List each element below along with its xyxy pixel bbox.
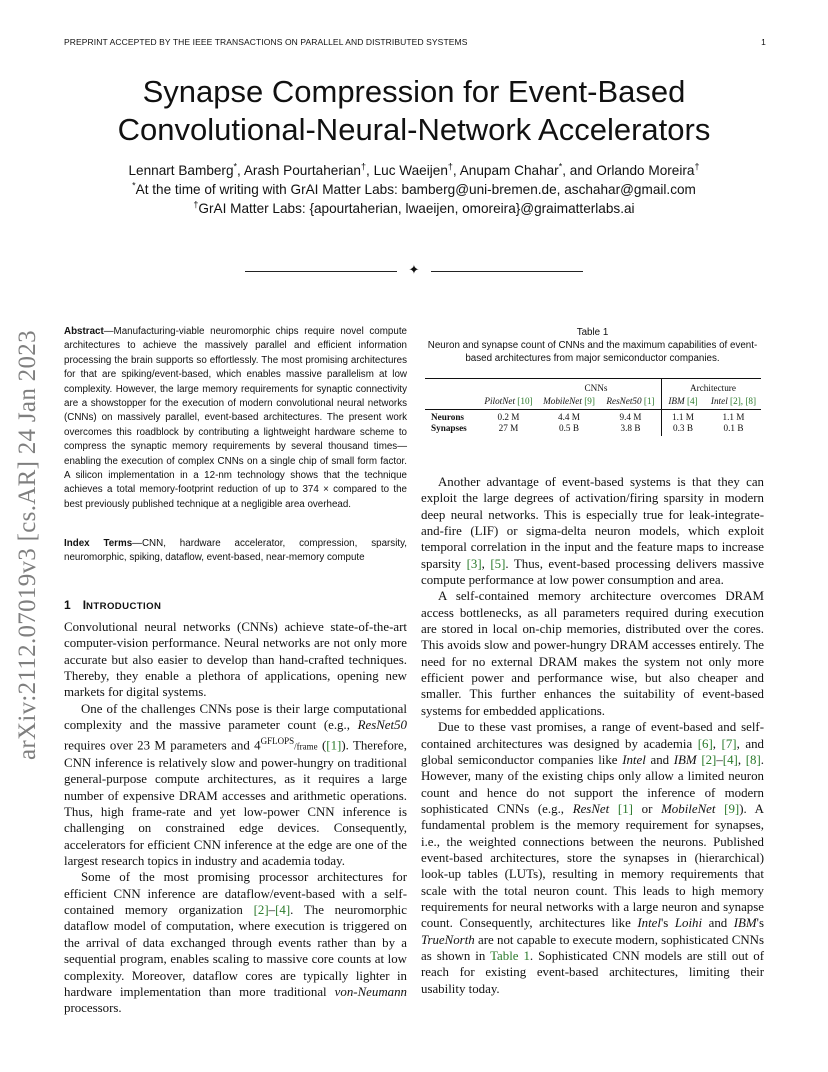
table-cell: 9.4 M	[619, 412, 642, 422]
chip-name: Loihi	[674, 916, 703, 931]
row-label: Synapses	[431, 423, 467, 433]
paragraph: Convolutional neural networks (CNNs) achieve state-of-the-art computer-vision performance. Neural networks are not only more accurate but also easier to develop than hand-crafted techniques. Thereby, they enable a plethora of applications, opening new markets for digital systems.	[64, 620, 407, 700]
column-header	[538, 396, 600, 406]
table-header-rule	[425, 409, 761, 410]
table-cell: 1.1 M	[722, 412, 745, 422]
unit-sup: GFLOPS	[260, 736, 295, 747]
model-name: MobileNet	[661, 801, 716, 816]
section-title-first: I	[82, 598, 87, 612]
affiliation-text: GrAI Matter Labs: {apourtaherian, lwaeijen, omoreira}@graimatterlabs.ai	[198, 201, 635, 216]
arxiv-stamp-text: arXiv:2112.07019v3 [cs.AR] 24 Jan 2023	[14, 330, 41, 760]
author-name: Anupam Chahar	[459, 163, 559, 178]
company-name: IBM	[673, 752, 697, 767]
citation-link[interactable]: [7]	[721, 736, 737, 751]
author-name: and Orlando Moreira	[569, 163, 695, 178]
text-run: 's	[756, 916, 764, 931]
left-column-body	[64, 619, 407, 1017]
table-top-rule	[425, 378, 761, 379]
abstract	[64, 325, 407, 512]
citation-link[interactable]: [1]	[617, 801, 633, 816]
running-title: PREPRINT ACCEPTED BY THE IEEE TRANSACTIONS ON PARALLEL AND DISTRIBUTED SYSTEMS	[64, 37, 468, 47]
citation-link[interactable]: [9]	[724, 801, 740, 816]
chip-name: TrueNorth	[421, 932, 475, 947]
abstract-text: —Manufacturing-viable neuromorphic chips require novel compute architectures to achieve the massively parallel and efficient information processing the brain supports so effortlessly. The most promising architectures for that are spiking/event-based, which enables massive parallelism at low complexity. However, the large memory requirements for synaptic connectivity are a showstopper for the execution of modern convolutional neural networks (CNNs) on massively parallel, event-based architectures. The present work overcomes this roadblock by contributing a lightweight hardware scheme to compress the synaptic memory requirements by several thousand times—enabling the execution of complex CNNs on a single chip of small form factor. A silicon implementation in a 12-nm technology shows that the technique achieves a total memory-footprint reduction of up to 374 × compared to the best previously published technique at a negligible area overhead.	[64, 326, 407, 510]
table-caption-text: Neuron and synapse count of CNNs and the maximum capabilities of event-based architectures from major semiconductor companies.	[427, 340, 758, 364]
unit-sub: /frame	[294, 741, 318, 752]
text-run: . Thus, event-based processing delivers massive compute performance at low power consumption and area.	[421, 556, 764, 588]
affiliation-text: At the time of writing with GrAI Matter Labs: bamberg@uni-bremen.de, aschahar@gmail.com	[135, 182, 696, 197]
index-terms	[64, 537, 407, 566]
title-divider	[245, 264, 583, 280]
citation-link[interactable]: [4]	[275, 903, 291, 918]
text-run: One of the challenges CNNs pose is their large computational complexity and the massive parameter count (e.g.,	[64, 701, 407, 733]
text-run: 's	[660, 916, 669, 931]
divider-ornament-icon: ✦	[408, 262, 420, 277]
table-cell: 0.3 B	[673, 423, 693, 433]
text-run: . However, many of the existing chips only allow a limited neuron count and hence do not support the inference of modern sophisticated CNNs (e.g.,	[421, 752, 764, 816]
text-run: –	[716, 752, 723, 767]
table-reference-link[interactable]: Table 1	[490, 948, 530, 963]
index-terms-label: Index Terms	[64, 538, 133, 549]
author-mark: †	[694, 161, 700, 172]
author-mark: *	[233, 161, 238, 172]
section-heading	[64, 598, 161, 612]
table-caption	[421, 326, 764, 365]
text-run: and	[708, 916, 728, 931]
column-name: PilotNet	[484, 396, 515, 406]
text-run: and	[650, 752, 670, 767]
affiliation-1	[60, 180, 768, 199]
group-header-architecture: Architecture	[690, 383, 736, 393]
citation-link[interactable]: [1]	[643, 396, 655, 406]
arxiv-stamp	[8, 290, 48, 760]
citation-link[interactable]: [3]	[466, 556, 482, 571]
text-run: ). Therefore, CNN inference is relatively slow and power-hungry on traditional general-purpose compute architectures, as it requires a large number of expensive DRAM accesses and arithmetic operations. Thus, high frame-rate and yet low-power CNN inference is challenging on constrained edge devices. Consequently, accelerators for efficient CNN inference at the edge are one of the largest research topics in industry and academia today.	[64, 738, 407, 869]
text-run: are not capable to execute modern, sophisticated CNNs as shown in	[421, 932, 764, 963]
paper-title	[60, 73, 768, 149]
citation-link[interactable]: [4]	[722, 752, 738, 767]
paragraph: Another advantage of event-based systems is that they can exploit the large degrees of activation/firing sparsity in modern deep neural networks. This is especially true for leak-integrate-and-fire (LIF) or sigma-delta neuron models, which exploit temporal correlation in the input and the feature maps to increase sparsity [3], [5]. Thus, event-based processing delivers massive compute performance at low power consumption and area.	[421, 475, 764, 588]
affiliation-mark: *	[132, 180, 136, 191]
table-cell: 0.5 B	[559, 423, 579, 433]
citation-link[interactable]: [2]	[701, 752, 717, 767]
table-vertical-rule	[661, 378, 662, 436]
citation-link[interactable]: [5]	[490, 556, 506, 571]
column-header	[603, 396, 658, 406]
citation-link[interactable]: [9]	[584, 396, 595, 406]
title-line-1: Synapse Compression for Event-Based	[142, 74, 686, 109]
citation-link[interactable]: [8]	[745, 752, 761, 767]
citation-link[interactable]: [4]	[686, 396, 698, 406]
author-list: Lennart Bamberg*, Arash Pourtaherian†, Luc Waeijen†, Anupam Chahar*, and Orlando Moreira†	[128, 161, 700, 178]
company-name: Intel	[637, 916, 661, 931]
table-number: Table 1	[576, 327, 609, 338]
company-name: Intel	[622, 752, 646, 767]
divider-line-left	[245, 271, 397, 272]
column-name: Intel	[710, 396, 728, 406]
citation-link[interactable]: [2]	[253, 903, 269, 918]
text-run: Some of the most promising processor architectures for efficient CNN inference are dataflow/event-based with a self-contained memory organization	[64, 870, 407, 918]
emphasis: von-Neumann	[334, 984, 407, 999]
author-mark: †	[361, 161, 367, 172]
column-header	[706, 396, 761, 406]
paragraph: One of the challenges CNNs pose is their large computational complexity and the massive parameter count (e.g., ResNet50 requires over 23 M parameters and $4^{GFLOPS}$/frame ([1]). Therefore, CNN inference is relatively slow and power-hungry on traditional general-purpose compute architectures, as it requires a large number of expensive DRAM accesses and arithmetic operations. Thus, high frame-rate and yet low-power CNN inference is challenging on constrained edge devices. Consequently, accelerators for efficient CNN inference at the edge are one of the largest research topics in industry and academia today.	[64, 701, 407, 869]
row-label: Neurons	[431, 412, 465, 422]
column-name: ResNet50	[606, 396, 642, 406]
table-cell: 0.2 M	[497, 412, 520, 422]
table-cell: 27 M	[498, 423, 519, 433]
affiliation-2	[60, 199, 768, 218]
text-run: Due to these vast promises, a range of event-based and self-contained architectures was designed by academia	[421, 720, 764, 751]
paragraph: A self-contained memory architecture overcomes DRAM access bottlenecks, as all parameters required during execution are stored in local on-chip memories, distributed over the cores. This avoids slow and power-hungry DRAM accesses entirely. The need for no external DRAM makes the system not only more efficient power and performance wise, but also cheaper and smaller. This further enhances the suitability of event-based systems for embedded applications.	[421, 589, 764, 718]
model-name: ResNet	[572, 801, 610, 816]
section-number: 1	[64, 598, 71, 612]
right-column-body	[421, 474, 764, 997]
text-run: –	[268, 903, 276, 918]
column-name: IBM	[668, 396, 685, 406]
model-name: ResNet50	[357, 718, 407, 733]
running-header	[64, 37, 766, 51]
affiliation-mark: †	[193, 199, 199, 210]
text-run: requires over 23 M parameters and 4	[64, 738, 261, 753]
author-mark: *	[558, 161, 563, 172]
citation-link[interactable]: [6]	[697, 736, 713, 751]
text-run: . Sophisticated CNN models are still out of reach for existing event-based architectures, limiting their usability today.	[421, 948, 764, 996]
abstract-label: Abstract	[64, 326, 104, 337]
paragraph	[64, 869, 407, 1016]
table-cell: 4.4 M	[558, 412, 580, 422]
author-name: Lennart Bamberg	[128, 163, 234, 178]
author-name: Luc Waeijen	[373, 163, 448, 178]
text-run: processors.	[64, 1001, 122, 1016]
author-mark: †	[447, 161, 453, 172]
section-title-rest: NTRODUCTION	[86, 601, 162, 612]
page-number: 1	[761, 37, 766, 47]
citation-link[interactable]: [1]	[326, 738, 342, 753]
text-run: . The neuromorphic dataflow model of computation, where execution is triggered on the arrival of data exchanged through events rather than by a sequential program, enables scaling to massive core counts at low complexity. Moreover, dataflow cores are typically lighter in hardware implementation than more traditional	[64, 903, 407, 999]
text-run: Another advantage of event-based systems is that they can exploit the large degrees of activation/firing sparsity in modern deep neural networks. This is especially true for leak-integrate-and-fire (LIF) or sigma-delta neuron models, which exploit temporal correlation in the input and the feature maps to increase sparsity	[421, 475, 764, 571]
title-line-2: Convolutional-Neural-Network Accelerators	[117, 112, 711, 147]
author-name: Arash Pourtaherian	[243, 163, 361, 178]
company-name: IBM	[733, 916, 757, 931]
text-run: ). A fundamental problem is the memory requirement for synapses, i.e., the weighted connections between the neurons. Published event-based architectures, store the synapses in (hierarchical) look-up tables (LUTs), resulting in memory requirements that scale with the total neuron count. This leads to high memory requirements for neural networks with a large neuron and synapse count. Consequently, architectures like	[421, 801, 764, 931]
text-run: or	[641, 801, 653, 816]
citation-link[interactable]: [10]	[517, 396, 533, 406]
text-run: , and global semiconductor companies like	[421, 736, 764, 767]
table-cell: 1.1 M	[672, 412, 694, 422]
paragraph: Due to these vast promises, a range of event-based and self-contained architectures was designed by academia [6], [7], and global semiconductor companies like Intel and IBM [2]–[4], [8]. However, many of the existing chips only allow a limited neuron count and hence do not support the inference of modern sophisticated CNNs (e.g., ResNet [1] or MobileNet [9]). A fundamental problem is the memory requirement for synapses, i.e., the weighted connections between the neurons. Published event-based architectures, store the synapses in (hierarchical) look-up tables (LUTs), resulting in memory requirements that scale with the total neuron count. This leads to high memory requirements for neural networks with a large neuron and synapse count. Consequently, architectures like Intel's Loihi and IBM's TrueNorth are not capable to execute modern, sophisticated CNNs as shown in Table 1. Sophisticated CNN models are still out of reach for existing event-based architectures, limiting their usability today.	[421, 720, 764, 996]
group-header-cnns: CNNs	[584, 383, 608, 393]
column-name: MobileNet	[543, 396, 582, 406]
table-cell: 0.1 B	[723, 423, 744, 433]
column-header	[663, 396, 703, 406]
column-header	[481, 396, 536, 406]
citation-link[interactable]: [2], [8]	[730, 396, 757, 406]
index-terms-text: —CNN, hardware accelerator, compression, sparsity, neuromorphic, spiking, dataflow, event-based, near-memory compute	[64, 538, 407, 564]
table-cell: 3.8 B	[620, 423, 641, 433]
divider-line-right	[431, 271, 583, 272]
